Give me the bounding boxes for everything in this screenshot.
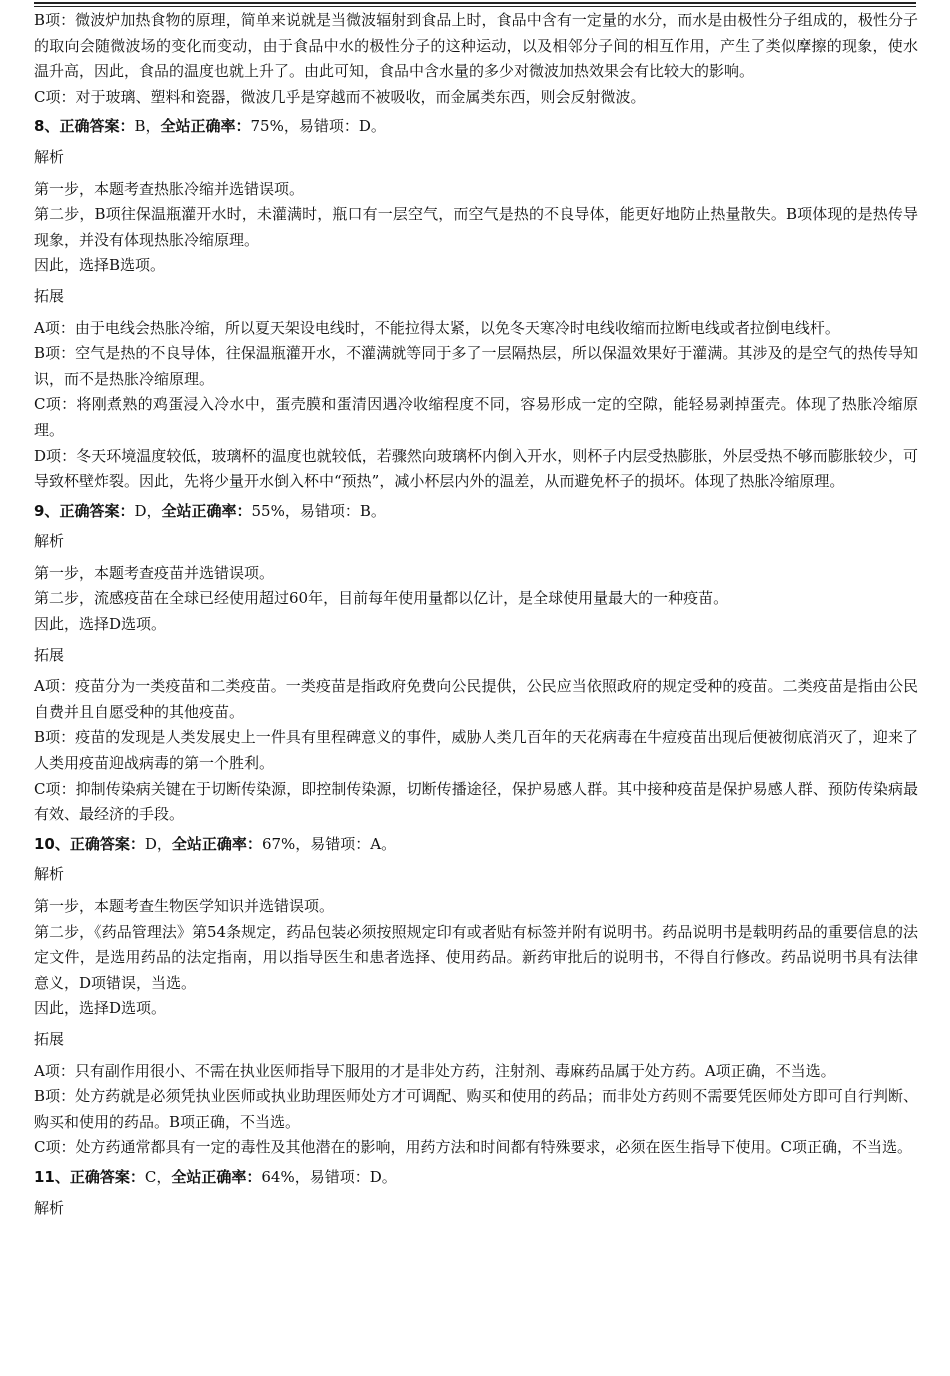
paragraph: C项：对于玻璃、塑料和瓷器，微波几乎是穿越而不被吸收，而金属类东西，则会反射微波。: [34, 87, 646, 106]
paragraph: 第二步，B项往保温瓶灌开水时，未灌满时，瓶口有一层空气，而空气是热的不良导体，能更好地防止热量散失。B项体现的是热传导现象，并没有体现热胀冷缩原理。: [34, 205, 918, 249]
answer-line-q9: 9、正确答案：D，全站正确率：55%，易错项：B。: [34, 501, 386, 520]
answer-line-q10: 10、正确答案：D，全站正确率：67%，易错项：A。: [34, 834, 397, 853]
paragraph: 第一步，本题考查疫苗并选错误项。: [34, 563, 275, 582]
analysis-heading: 解析: [34, 1198, 65, 1217]
paragraph: 第二步，《药品管理法》第54条规定，药品包装必须按照规定印有或者贴有标签并附有说明书。药品说明书是载明药品的重要信息的法定文件，是选用药品的法定指南，用以指导医生和患者选择、使用药品。新药审批后的说明书，不得自行修改。药品说明书具有法律意义，D项错误，当选。: [34, 922, 918, 992]
header-rule: [34, 2, 916, 4]
paragraph: B项：疫苗的发现是人类发展史上一件具有里程碑意义的事件，威胁人类几百年的天花病毒在牛痘疫苗出现后便被彻底消灭了，迎来了人类用疫苗迎战病毒的第一个胜利。: [34, 728, 918, 773]
paragraph: 第一步，本题考查生物医学知识并选错误项。: [34, 897, 335, 915]
paragraph: 第二步，流感疫苗在全球已经使用超过60年，目前每年使用量都以亿计，是全球使用量最大的一种疫苗。: [34, 589, 729, 608]
header-rule-thin: [34, 6, 916, 7]
document-page: [34, 8, 918, 1227]
paragraph: 因此，选择D选项。: [34, 615, 167, 634]
extension-heading: 拓展: [34, 286, 65, 305]
answer-line-q8: 8、正确答案：B，全站正确率：75%，易错项：D。: [34, 117, 386, 136]
paragraph: C项：将刚煮熟的鸡蛋浸入冷水中，蛋壳膜和蛋清因遇冷收缩程度不同，容易形成一定的空隙，能轻易剥掉蛋壳。体现了热胀冷缩原理。: [34, 395, 918, 439]
paragraph: D项：冬天环境温度较低，玻璃杯的温度也就较低，若骤然向玻璃杯内倒入开水，则杯子内层受热膨胀，外层受热不够而膨胀较少，可导致杯壁炸裂。因此，先将少量开水倒入杯中“预热”，减小杯层内外的温差，从而避免杯子的损坏。体现了热胀冷缩原理。: [34, 446, 918, 491]
paragraph: A项：只有副作用很小、不需在执业医师指导下服用的才是非处方药，注射剂、毒麻药品属于处方药。A项正确，不当选。: [34, 1061, 836, 1080]
paragraph: B项：空气是热的不良导体，往保温瓶灌开水，不灌满就等同于多了一层隔热层，所以保温效果好于灌满。其涉及的是空气的热传导知识，而不是热胀冷缩原理。: [34, 344, 918, 388]
paragraph: 因此，选择B选项。: [34, 256, 166, 275]
extension-heading: 拓展: [34, 1029, 65, 1048]
paragraph: B项：处方药就是必须凭执业医师或执业助理医师处方才可调配、购买和使用的药品；而非处方药则不需要凭医师处方即可自行判断、购买和使用的药品。B项正确，不当选。: [34, 1087, 918, 1131]
analysis-heading: 解析: [34, 532, 65, 551]
paragraph: C项：处方药通常都具有一定的毒性及其他潜在的影响，用药方法和时间都有特殊要求，必须在医生指导下使用。C项正确，不当选。: [34, 1138, 912, 1157]
paragraph: A项：由于电线会热胀冷缩，所以夏天架设电线时，不能拉得太紧，以免冬天寒冷时电线收缩而拉断电线或者拉倒电线杆。: [34, 318, 840, 337]
answer-line-q11: 11、正确答案：C，全站正确率：64%，易错项：D。: [34, 1167, 397, 1186]
extension-heading: 拓展: [34, 645, 65, 664]
paragraph: A项：疫苗分为一类疫苗和二类疫苗。一类疫苗是指政府免费向公民提供，公民应当依照政府的规定受种的疫苗。二类疫苗是指由公民自费并且自愿受种的其他疫苗。: [34, 677, 918, 721]
paragraph: C项：抑制传染病关键在于切断传染源，即控制传染源，切断传播途径，保护易感人群。其中接种疫苗是保护易感人群、预防传染病最有效、最经济的手段。: [34, 779, 918, 824]
paragraph: 第一步，本题考查热胀冷缩并选错误项。: [34, 179, 305, 198]
analysis-heading: 解析: [34, 865, 65, 884]
paragraph: B项：微波炉加热食物的原理，简单来说就是当微波辐射到食品上时，食品中含有一定量的水分，而水是由极性分子组成的，极性分子的取向会随微波场的变化而变动，由于食品中水的极性分子的这种运动，以及相邻分子间的相互作用，产生了类似摩擦的现象，使水温升高，因此，食品的温度也就上升了。由此可知，食品中含水量的多少对微波加热效果会有比较大的影响。: [34, 11, 918, 81]
paragraph: 因此，选择D选项。: [34, 999, 167, 1018]
analysis-heading: 解析: [34, 147, 65, 166]
